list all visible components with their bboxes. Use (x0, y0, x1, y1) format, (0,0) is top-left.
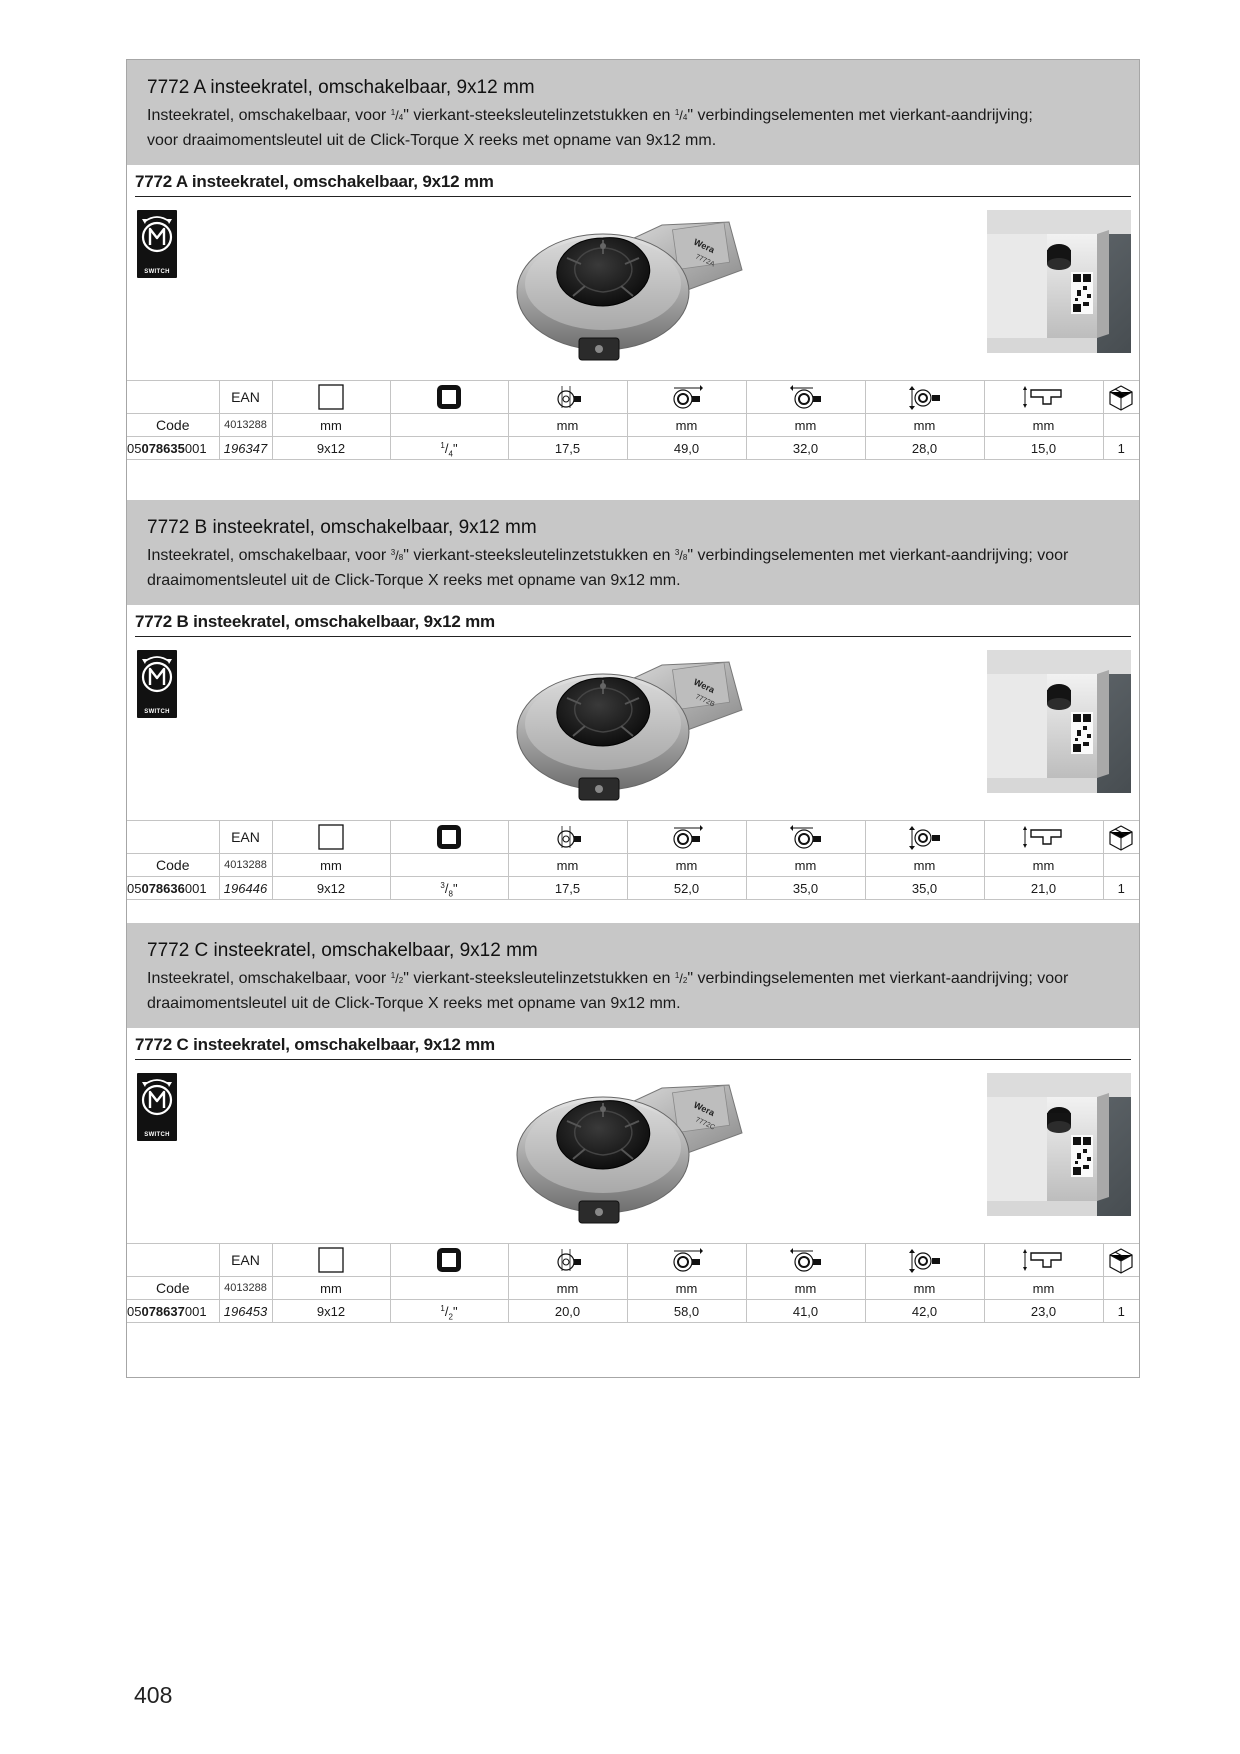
insertion-depth-icon (1023, 824, 1065, 850)
dimension-length: 52,0 (627, 877, 746, 900)
table-row (127, 437, 1139, 460)
qr-code-detail-image (987, 210, 1131, 353)
package-quantity: 1 (1103, 877, 1139, 900)
qr-code-detail-image (987, 1073, 1131, 1216)
unit-label: mm (272, 414, 390, 437)
receptacle-size: 9x12 (272, 877, 390, 900)
section-description: Insteekratel, omschakelbaar, voor $^1$/2" vierkant-steeksleutelinzetstukken en $^1$/2" verbindingselementen met vierkant-aandrijving; voor draaimomentsleutel uit de Click-Torque X reeks met opname van 9x12 mm. (147, 970, 1069, 1012)
drive-size-fraction: $^1$/4 (674, 108, 688, 123)
square-drive-icon (434, 382, 464, 412)
head-diameter-icon (908, 1247, 942, 1273)
switch-badge-label: SWITCH (144, 269, 170, 275)
receptacle-size: 9x12 (272, 1300, 390, 1323)
insertion-depth-icon (1023, 384, 1065, 410)
unit-label: mm (984, 1277, 1103, 1300)
unit-label: mm (746, 414, 865, 437)
square-drive-icon (434, 1245, 464, 1275)
qr-code-icon (1071, 272, 1093, 314)
brand-mark: Wera (692, 1099, 717, 1119)
dimension-width: 35,0 (746, 877, 865, 900)
model-mark: 7772B (694, 693, 716, 709)
dimension-depth: 21,0 (984, 877, 1103, 900)
code-column-header: Code (127, 1277, 219, 1300)
dimension-diameter: 35,0 (865, 877, 984, 900)
package-quantity-icon (1106, 822, 1136, 852)
table-subtitle: 7772 C insteekratel, omschakelbaar, 9x12 mm (135, 1035, 1131, 1060)
unit-label: mm (272, 854, 390, 877)
qr-code-icon (1071, 712, 1093, 754)
brand-mark: Wera (692, 236, 717, 256)
ean-value: 196453 (219, 1300, 272, 1323)
unit-label: mm (508, 414, 627, 437)
ean-prefix: 4013288 (219, 414, 272, 437)
section-header (127, 500, 1139, 605)
table-row (127, 877, 1139, 900)
brand-mark: Wera (692, 676, 717, 696)
head-diameter-icon (908, 824, 942, 850)
unit-label: mm (984, 414, 1103, 437)
code-column-header: Code (127, 854, 219, 877)
ean-column-header: EAN (219, 821, 272, 854)
spec-table (127, 1243, 1139, 1323)
switch-badge-label: SWITCH (144, 709, 170, 715)
drive-size: $^3/_8$" (390, 877, 508, 900)
switch-ratchet-icon (137, 1073, 177, 1141)
section-title: 7772 A insteekratel, omschakelbaar, 9x12 mm (147, 77, 535, 98)
dimension-length: 58,0 (627, 1300, 746, 1323)
square-receptacle-icon (316, 822, 346, 852)
code-column-header: Code (127, 414, 219, 437)
unit-label: mm (865, 1277, 984, 1300)
unit-label: mm (746, 854, 865, 877)
section-title: 7772 B insteekratel, omschakelbaar, 9x12 mm (147, 517, 537, 538)
head-diameter-icon (908, 384, 942, 410)
head-thickness-icon (553, 1247, 583, 1273)
package-quantity-icon (1106, 1245, 1136, 1275)
section-description: Insteekratel, omschakelbaar, voor $^3$/8" vierkant-steeksleutelinzetstukken en $^3$/8" verbindingselementen met vierkant-aandrijving; voor draaimomentsleutel uit de Click-Torque X reeks met opname van 9x12 mm. (147, 547, 1069, 589)
package-quantity-icon (1106, 382, 1136, 412)
head-thickness-icon (553, 384, 583, 410)
unit-label: mm (627, 854, 746, 877)
model-mark: 7772C (694, 1116, 716, 1132)
square-drive-icon (434, 822, 464, 852)
section-title: 7772 C insteekratel, omschakelbaar, 9x12 mm (147, 940, 538, 961)
unit-label: mm (865, 414, 984, 437)
drive-size-fraction: $^3$/8 (674, 548, 688, 563)
receptacle-size: 9x12 (272, 437, 390, 460)
ean-prefix: 4013288 (219, 1277, 272, 1300)
spec-table (127, 380, 1139, 460)
dimension-width: 41,0 (746, 1300, 865, 1323)
unit-label: mm (865, 854, 984, 877)
unit-label: mm (746, 1277, 865, 1300)
drive-size: $^1/_2$" (390, 1300, 508, 1323)
square-receptacle-icon (316, 1245, 346, 1275)
spec-table (127, 820, 1139, 900)
unit-label: mm (272, 1277, 390, 1300)
switch-ratchet-icon (137, 650, 177, 718)
drive-size-fraction: $^1$/4 (390, 108, 404, 123)
catalog-page-frame (126, 59, 1140, 1378)
section-description: Insteekratel, omschakelbaar, voor $^1$/4" vierkant-steeksleutelinzetstukken en $^1$/4" verbindingselementen met vierkant-aandrijving; voor draaimomentsleutel uit de Click-Torque X reeks met opname van 9x12 mm. (147, 107, 1033, 149)
section-header (127, 60, 1139, 165)
section-header (127, 923, 1139, 1028)
head-width-icon (789, 1247, 823, 1273)
unit-label: mm (508, 1277, 627, 1300)
head-length-icon (670, 1247, 704, 1273)
ean-prefix: 4013288 (219, 854, 272, 877)
qr-code-detail-image (987, 650, 1131, 793)
head-width-icon (789, 384, 823, 410)
product-section-7772c (127, 923, 1139, 1322)
ratchet-product-image (507, 1073, 757, 1228)
article-code: 05078637001 (127, 1300, 219, 1323)
switch-badge-label: SWITCH (144, 1132, 170, 1138)
dimension-thickness: 20,0 (508, 1300, 627, 1323)
dimension-depth: 23,0 (984, 1300, 1103, 1323)
dimension-diameter: 28,0 (865, 437, 984, 460)
unit-label: mm (627, 1277, 746, 1300)
article-code: 05078635001 (127, 437, 219, 460)
dimension-width: 32,0 (746, 437, 865, 460)
unit-label: mm (508, 854, 627, 877)
unit-label: mm (984, 854, 1103, 877)
table-subtitle: 7772 A insteekratel, omschakelbaar, 9x12 mm (135, 172, 1131, 197)
head-thickness-icon (553, 824, 583, 850)
dimension-depth: 15,0 (984, 437, 1103, 460)
table-row (127, 1300, 1139, 1323)
page-number: 408 (134, 1682, 173, 1708)
head-length-icon (670, 824, 704, 850)
qr-code-icon (1071, 1135, 1093, 1177)
product-section-7772b (127, 500, 1139, 899)
head-width-icon (789, 824, 823, 850)
head-length-icon (670, 384, 704, 410)
package-quantity: 1 (1103, 437, 1139, 460)
insertion-depth-icon (1023, 1247, 1065, 1273)
ean-value: 196347 (219, 437, 272, 460)
drive-size-fraction: $^1$/2 (390, 971, 404, 986)
ratchet-product-image (507, 210, 757, 365)
package-quantity: 1 (1103, 1300, 1139, 1323)
model-mark: 7772A (694, 253, 716, 269)
article-code: 05078636001 (127, 877, 219, 900)
drive-size: $^1/_4$" (390, 437, 508, 460)
dimension-thickness: 17,5 (508, 437, 627, 460)
ean-value: 196446 (219, 877, 272, 900)
dimension-thickness: 17,5 (508, 877, 627, 900)
square-receptacle-icon (316, 382, 346, 412)
dimension-diameter: 42,0 (865, 1300, 984, 1323)
dimension-length: 49,0 (627, 437, 746, 460)
ratchet-product-image (507, 650, 757, 805)
ean-column-header: EAN (219, 381, 272, 414)
switch-ratchet-icon (137, 210, 177, 278)
unit-label: mm (627, 414, 746, 437)
drive-size-fraction: $^1$/2 (674, 971, 688, 986)
product-section-7772a (127, 60, 1139, 459)
table-subtitle: 7772 B insteekratel, omschakelbaar, 9x12 mm (135, 612, 1131, 637)
drive-size-fraction: $^3$/8 (390, 548, 404, 563)
ean-column-header: EAN (219, 1244, 272, 1277)
